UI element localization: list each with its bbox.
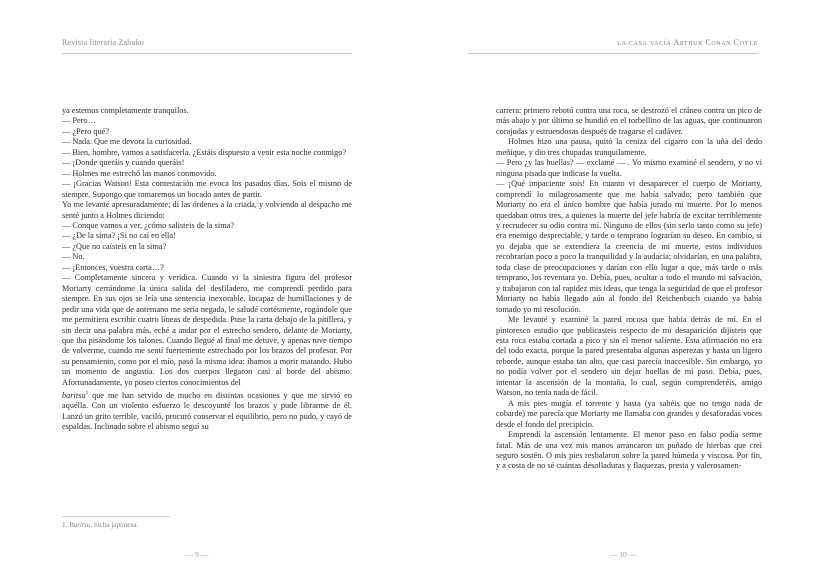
paragraph: Yo me levanté apresuradamente; di las órdenes a la criada, y volviendo al despacho me senté junto a Holmes diciendo: (62, 200, 352, 220)
page-number-left: — 9 — (185, 550, 209, 559)
footnote-number: 1. (62, 521, 68, 529)
paragraph: — ¡Qué impaciente sois! En cuanto vi desaparecer el cuerpo de Moriarty, comprendí lo milagrosamente que me había salvado; pero también que Moriarty no era el único hombre que había jurado mi muerte. Por lo menos quedaban otros tres, a quienes la muerte del jefe habría de excitar terriblemente y recrudecer su odio contra mí. Ninguno de ellos (sin serlo tanto como su jefe) era enemigo despreciable, y tarde o temprano lograrían su deseo. En cambio, si yo dejaba que se extendiera la creencia de mi muerte, estos individuos recobrarían poco a poco la tranquilidad y la audacia; olvidarían, en una palabra, toda clase de preocupaciones y darían con ello lugar a que, más tarde o más temprano, los reventara yo. Debía, pues, ocultar a todo el mundo mi salvación, y trabajaron con tal rapidez mis ideas, que tenga la seguridad de que el profesor Moriarty no había llegado aún al fondo del Reichenbuch cuando ya había tomado yo mi resolución. (496, 179, 762, 314)
left-paragraphs (62, 106, 352, 388)
paragraph: Emprendí la ascensión lentamente. El menor paso en falso podía serme fatal. Más de una vez mis manos arrancaron un puñado de hierbas que creí seguro sostén. O mis pies resbalaron sobre la pared húmeda y viscosa. Por fin, y a costa de no sé cuántas desolladuras y flaquezas, presta y valerosamen- (496, 430, 762, 471)
footnote-text: , lucha japonesa. (90, 521, 139, 529)
paragraph: — Completamente sincera y verídica. Cuando vi la siniestra figura del profesor Moriarty cerrándome la única salida del desfiladero, me comprendí perdido para siempre. En sus ojos se leía una sentencia inexorable. Incapaz de humillaciones y de pedir una vida que de antemano me sería negada, le saludé cortésmente, rogándole que me permitiera escribir cuatro líneas de despedida. Puse la carta debajo de la pitillera, y sin decir una palabra más, eché a andar por el estrecho sendero, delante de Moriarty, que iba pisándome los talones. Cuando llegué al final me detuve, y apenas tuve tiempo de volverme, cuando me sentí fuertemente estrechado por los brazos del profesor. Por su pensamiento, como por el mío, pasó la misma idea: íbamos a morir matando. Hubo un momento de angustia. Los dos cuerpos llegaron casi al borde del abismo. Afortunadamente, yo poseo ciertos conocimientos del (62, 273, 352, 387)
paragraph: — ¡Donde queráis y cuando queráis! (62, 158, 185, 168)
paragraph: — Pero… (62, 116, 96, 126)
paragraph: — ¿Que no caísteis en la sima? (62, 241, 167, 251)
paragraph: — No. (62, 252, 85, 262)
header-rule (62, 53, 352, 54)
footnote (62, 521, 138, 529)
paragraph: — Pero ¿y las huellas? — exclamé — . Yo mismo examiné el sendero, y no vi ninguna pisada que indicase la vuelta. (496, 158, 762, 178)
paragraph: — ¿De la sima? ¡Si no caí en ella! (62, 231, 176, 241)
paragraph (62, 388, 352, 433)
footnote-rule (62, 516, 170, 517)
running-header-right (617, 38, 758, 47)
body-text-right (496, 106, 762, 472)
running-header-left: Revista literaria Zabuko (62, 38, 145, 47)
body-text-left (62, 106, 352, 433)
header-rule (468, 53, 758, 54)
paragraph: — Conque vamos a ver, ¿cómo salisteis de la sima? (62, 220, 235, 230)
page-number-right: — 10 — (609, 550, 637, 559)
footnote-marker: 1 (85, 390, 89, 397)
paragraph: — ¡Gracias Watson! Esta contestación me evoca los pasados días. Sois el mismo de siempre. Supongo que tomaremos un bocado antes de partir. (62, 179, 352, 199)
footnote-term: Baritsu (69, 521, 91, 529)
text-run: que me han servido de mucho en distintas ocasiones y que me sirvió en aquélla. Con un violento esfuerzo le descoyunté los brazos y pude librarme de él. Lanzó un grito terrible, vaciló, procuró conservar el equilibrio, pero no pudo, y cayó de espaldas. Inclinado sobre el abismo seguí su (62, 391, 352, 432)
paragraph: carrera: primero rebotó contra una roca, se destrozó el cráneo contra un pico de más abajo y por último se hundió en el torbellino de las aguas, que continuaron corajudas y estruendosas después de tragarse el cadáver. (496, 106, 762, 136)
paragraph: — ¡Entonces, vuestra carta…? (62, 262, 164, 272)
paragraph: Me levanté y examiné la pared rocosa que había detrás de mí. En el pintoresco estudio que publicasteis respecto de mi desaparición dijisteis que esta roca estaba cortada a pico y sin el menor saliente. Esta afirmación no era del todo exacta, porque la pared presentaba algunas asperezas y hasta un ligero reborde, aunque estaba tan alto, que casi parecía inaccesible. Sin embargo, yo no podía volver por el sendero sin dejar huellas de mi paso. Debía, pues, intentar la ascensión de la montaña, lo cual, según comprenderéis, amigo Watson, no tenía nada de fácil. (496, 315, 762, 398)
paragraph: Holmes hizo una pausa, quitó la ceniza del cigarro con la uña del dedo meñique, y dio tres chupadas tranquilamente. (496, 137, 762, 157)
paragraph: — ¿Pero qué? (62, 126, 109, 136)
paragraph: ya estemos completamente tranquilos. (62, 106, 189, 115)
paragraph: — Bien, hombre, vamos a satisfacerla. ¿Estáis dispuesto a venir esta noche conmigo? (62, 147, 347, 157)
paragraph: — Holmes me estrechó las manos conmovido. (62, 168, 217, 178)
right-page (410, 0, 820, 582)
paragraph: A mis pies mugía el torrente y hasta (ya sabéis que no tengo nada de cobarde) me parecía que Moriarty me llamaba con grandes y desaforadas voces desde el fondo del precipicio. (496, 398, 762, 429)
author-name: Arthur Conan Coyle (673, 38, 758, 47)
paragraph: — Nada. Que me devora la curiosidad. (62, 137, 192, 147)
chapter-title: la casa vacía (617, 38, 672, 47)
italic-term: baritsu (62, 391, 86, 400)
